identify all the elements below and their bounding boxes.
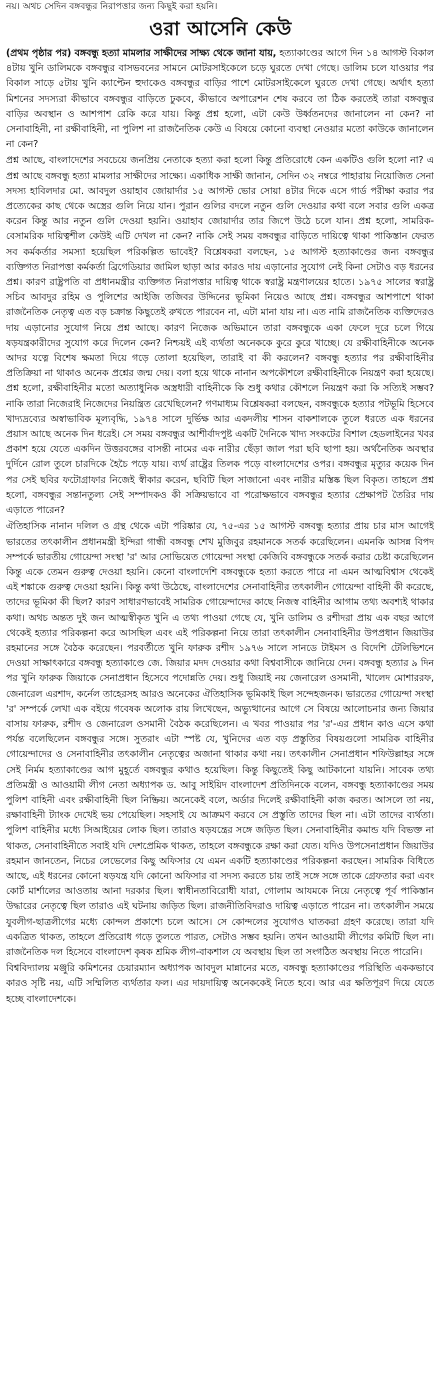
- article-paragraph-2: প্রশ্ন আছে, বাংলাদেশের সবচেয়ে জনপ্রিয় নেতাকে হত্যা করা হলো কিন্তু প্রতিরোধে কেন একটিও গুলি হলো না? এ প্রশ্ন আছে বঙ্গবন্ধু হত্যা মামলার সাক্ষীদের সাক্ষ্যে। একাধিক সাক্ষী জানান, সেদিন ৩২ নম্বরে পাহারায় নিয়োজিত সেনা সদস্য হাবিলদার মো. আবদুল ওয়াহাব জোয়ার্দার ১৫ আগস্ট ভোর সোয়া ৪টার দিকে এসে গার্ড পরীক্ষা করার পর প্রত্যেকের কাছ থেকে অস্ত্রের গুলি নিয়ে যান। পুরান গুলির বদলে নতুন গুলি দেওয়ার কথা বলে সবার গুলি একত্র করেন কিন্তু আর নতুন গুলি দেওয়া হয়নি। ওয়াহাব জোয়ার্দার তার জিপে উঠে চলে যান। প্রশ্ন হলো, সামরিক-বেসামরিক দায়িত্বশীল কেউই এটি দেখল না কেন? নাকি সেই সময় বঙ্গবন্ধুর বাড়িতে দায়িত্বে থাকা পাকিস্তান ফেরত সব কর্মকর্তার সমস্যা হয়েছিল পরিকল্পিত ভাবেই? বিশ্লেষকরা বলছেন, ১৫ আগস্ট হত্যাকাণ্ডের জন্য বঙ্গবন্ধুর ব্যক্তিগত নিরাপত্তা কর্মকর্তা ব্রিগেডিয়ার জামিল ছাড়া আর কারও দায় এড়ানোর সুযোগ নেই কিনা সেটাও বড় ধরনের প্রশ্ন। কারণ রাষ্ট্রপতি বা প্রধানমন্ত্রীর ব্যক্তিগত নিরাপত্তার দায়িত্ব থাকে স্বরাষ্ট্র মন্ত্রণালয়ের হাতে। ১৯৭৫ সালের স্বরাষ্ট্র সচিব আবদুর রহিম ও পুলিশের আইজি তজিবর উদ্দিনের ভূমিকা নিয়েও আছে প্রশ্ন। বঙ্গবন্ধুর আশপাশে থাকা রাজনৈতিক নেতৃত্ব এত বড় চক্রান্ত কিছুতেই রুখতে পারবেন না, এটা মানা যায় না। এত নামি রাজনৈতিক ব্যক্তিদেরও দায় এড়ানোর সুযোগ নিয়ে প্রশ্ন আছে। কারণ নিজেক অভিমানে তারা বঙ্গবন্ধুকে একা ফেলে দূরে চলে গিয়ে ষড়যন্ত্রকারীদের সুযোগ করে দিলেন কেন? নিশ্চয়ই এই ব্যর্থতা অনেককে কুরে কুরে খাচ্ছে। যে রক্ষীবাহিনীকে অনেক আদর যত্নে বিশেষ ক্ষমতা দিয়ে গড়ে তোলা হয়েছিল, তারাই বা কী করলেন? বঙ্গবন্ধু হত্যার পর রক্ষীবাহিনীর প্রতিক্রিয়া না থাকাও অনেক প্রশ্নের জন্ম দেয়। বলা হয়ে থাকে নানান অপকৌশলে রক্ষীবাহিনীকে নিয়ন্ত্রণ করা হয়েছে। প্রশ্ন হলো, রক্ষীবাহিনীর মতো অত্যাধুনিক অস্ত্রধারী বাহিনীকে কি শুধু কথার কৌশলে নিয়ন্ত্রণ করা কি সত্যিই সম্ভব? নাকি তারা নিজেরাই নিজেদের নিয়ন্ত্রিত রেখেছিলেন? গণমাধ্যম বিশ্লেষকরা বলছেন, বঙ্গবন্ধুকে হত্যার পটভূমি হিসেবে খাদ্যদ্রব্যের অস্বাভাবিক মূল্যবৃদ্ধি, ১৯৭৪ সালে দুর্ভিক্ষ আর একদলীয় শাসন বাকশালকে তুলে ধরতে এক ধরনের প্রয়াস আছে অনেক দিন ধরেই। সে সময় বঙ্গবন্ধুর আশীর্বাদপুষ্ট একটি দৈনিকে খাদ্য সংকটের বিশাল হেডলাইনের খবর প্রকাশ হয়ে যেতে একদিন উত্তরবঙ্গের বাসন্তী নামের এক নারীর ছেঁড়া জাল পরা ছবি ছাপা হয়। অর্থনৈতিক অবস্থার দুর্দিনে রোল তুলে চারদিকে হৈচৈ পড়ে যায়। ব্যর্থ রাষ্ট্রের তিলক পড়ে বাংলাদেশের ওপর। বঙ্গবন্ধুর মৃত্যুর কয়েক দিন পর সেই ছবির ফটোগ্রাফার নিজেই স্বীকার করেন, ছবিটি ছিল সাজানো এবং নারীর মস্তিষ্ক ছিল বিকৃত। তাহলে প্রশ্ন হলো, বঙ্গবন্ধুর সন্তানতুল্য সেই সম্পাদকও কী সক্রিয়ভাবে বা পরোক্ষভাবে বঙ্গবন্ধুর হত্যার প্রেক্ষাপট তৈরির দায় এড়াতে পারেন?: [6, 155, 434, 517]
- paragraph-text: হত্যাকাণ্ডের আগে দিন ১৪ আগস্ট বিকাল ৪টায় খুনি ডালিমকে বঙ্গবন্ধুর বাসভবনের সামনে মোটরসাইকেলে চড়ে ঘুরতে দেখা গেছে। ডালিম চলে যাওয়ার পর বিকাল সাড়ে ৫টায় খুনি ক্যাপ্টেন হুদাকেও বঙ্গবন্ধুর বাড়ির পাশে মোটরসাইকেলে ঘুরতে দেখা গেছে। অর্থাৎ হত্যা মিশনের সদস্যরা কীভাবে বঙ্গবন্ধুর বাড়িতে ঢুকবে, কীভাবে অপারেশন শেষ করবে তা ঠিক করতেই তারা বঙ্গবন্ধুর বাড়ির অবস্থান ও আশপাশ রেকি করে যায়। কিন্তু প্রশ্ন হলো, এটা কেউ উর্ধ্বতনদের জানালেন না কেন? না সেনাবাহিনী, না রক্ষীবাহিনী, না পুলিশ না রাজনৈতিক কেউ এ বিষয়ে কোনো ব্যবস্থা নেওয়ার মতো কাউকে জানালেন না কেন?: [6, 48, 434, 151]
- article-body: [6, 46, 434, 1378]
- article-paragraph-4: বিশ্ববিদ্যালয় মঞ্জুরি কমিশনের চেয়ারম্যান অধ্যাপক আবদুল মান্নানের মতে, বঙ্গবন্ধু হত্যাকাণ্ডের পরিস্থিতি এককভাবে কারও সৃষ্টি নয়, এটি সম্মিলিত ব্যর্থতার ফল। এর দায়দায়িত্ব অনেককেই নিতে হবে। আর এর ক্ষতিপূরণ দিয়ে যেতে হচ্ছে বাংলাদেশকে।: [6, 963, 434, 1005]
- previous-column-fragment: নয়। অথচ সেদিন বঙ্গবন্ধুর নিরাপত্তার জন্য কিছুই করা হয়নি।: [6, 2, 218, 12]
- continuation-lead: (প্রথম পৃষ্ঠার পর) বঙ্গবন্ধু হত্যা মামলার সাক্ষীদের সাক্ষ্য থেকে জানা যায়,: [6, 48, 277, 59]
- article-paragraph-1: [6, 46, 434, 152]
- article-paragraph-3: ঐতিহাসিক নানান দলিল ও গ্রন্থ থেকে এটা পরিষ্কার যে, ৭৫-এর ১৫ আগস্ট বঙ্গবন্ধু হত্যার প্রায় চার মাস আগেই ভারতের তৎকালীন প্রধানমন্ত্রী ইন্দিরা গান্ধী বঙ্গবন্ধু শেখ মুজিবুর রহমানকে সতর্ক করেছিলেন। এমনকি আসন্ন বিপদ সম্পর্কে ভারতীয় গোয়েন্দা সংস্থা 'র' আর সোভিয়েত গোয়েন্দা সংস্থা কেজিবি বঙ্গবন্ধুকে সতর্ক করার চেষ্টা করেছিলেন কিন্তু একে তেমন গুরুত্ব দেওয়া হয়নি। কেনো বাংলাদেশি বঙ্গবন্ধুকে হত্যা করতে পারে না এমন আত্মবিশ্বাস থেকেই এই শঙ্কাকে গুরুত্ব দেওয়া হয়নি। কিন্তু কথা উঠেছে, বাংলাদেশের সেনাবাহিনীর তৎকালীন গোয়েন্দা বাহিনী কী করেছে, তাদের ভূমিকা কী ছিল? কারণ সাধারণভাবেই সামরিক গোয়েন্দাদের কাছে নিজস্ব বাহিনীর আগাম তথ্য অবশ্যই থাকার কথা। অথচ অন্তত দুই জন আত্মস্বীকৃত খুনি এ তথ্য পাওয়া গেছে যে, খুনি ডালিম ও রশীদরা প্রায় এক বছর আগে থেকেই হত্যার পরিকল্পনা করে আসছিল এবং এই পরিকল্পনা নিয়ে তারা তৎকালীন সেনাবাহিনীর উপপ্রধান জিয়াউর রহমানের সঙ্গে বৈঠক করেছেন। পরবর্তীতে খুনি ফারুক রশীদ ১৯৭৬ সালে সানডে টাইমস ও বিদেশি টেলিভিশনে দেওয়া সাক্ষাৎকারে বঙ্গবন্ধু হত্যাকাণ্ডে জে. জিয়ার মদদ দেওয়ার কথা বিশ্ববাসীকে জানিয়ে দেন। বঙ্গবন্ধু হত্যার ৯ দিন পর খুনি ফারুক জিয়াকে সেনাপ্রধান হিসেবে পদোন্নতি দেয়। শুধু জিয়াই নয় জেনারেল ওসমানী, খালেদ মোশাররফ, জেনারেল এরশাদ, কর্নেল তাহেরসহ আরও অনেকের ঐতিহাসিক ভূমিকাই ছিল সন্দেহজনক। ভারতের গোয়েন্দা সংস্থা 'র' সম্পর্কে লেখা এক বইয়ে গবেষক অলোক রায় লিখেছেন, অভ্যুত্থানের আগে সে বিষয়ে আলোচনার জন্য জিয়ার বাসায় ফারুক, রশীদ ও জেনারেল ওসমানী বৈঠক করেছিলেন। এ খবর পাওয়ার পর 'র'-এর প্রধান কাও এসে কথা পর্যন্ত বলেছিলেন বঙ্গবন্ধুর সঙ্গে। সুতরাং এটা স্পষ্ট যে, খুনিদের এত বড় প্রস্তুতির বিষয়গুলো সামরিক বাহিনীর গোয়েন্দাদের ও সেনাবাহিনীর তৎকালীন নেতৃত্বের অজানা থাকার কথা নয়। তৎকালীন সেনাপ্রধান শফিউল্লাহর সঙ্গে সেই নির্মম হত্যাকাণ্ডের আগ মুহূর্তে বঙ্গবন্ধুর কথাও হয়েছিল। কিন্তু কিছুতেই কিছু আটকানো যায়নি। সাবেক তথ্য প্রতিমন্ত্রী ও আওয়ামী লীগ নেতা অধ্যাপক ড. আবু সাইয়িদ বাংলাদেশ প্রতিদিনকে বলেন, বঙ্গবন্ধু হত্যাকাণ্ডের সময় পুলিশ বাহিনী এবং রক্ষীবাহিনী ছিল নিষ্ক্রিয়। অনেকেই বলে, অর্ডার দিলেই রক্ষীবাহিনী কাজ করত। আসলে তা নয়, রক্ষাবাহিনী ট্যাংক দেখেই ভয় পেয়েছিল। সহসাই যে আক্রমণ করবে সে প্রস্তুতি তাদের ছিল না। এটা তাদের ব্যর্থতা। পুলিশ বাহিনীর মধ্যে সিআইয়ের লোক ছিল। তারাও ষড়যন্ত্রের সঙ্গে জড়িত ছিল। সেনাবাহিনীর কমান্ড যদি বিভক্ত না থাকত, সেনাবাহিনীতে সবাই যদি দেশপ্রেমিক থাকত, তাহলে বঙ্গবন্ধুকে রক্ষা করা যেত। যদিও উপসেনাপ্রধান জিয়াউর রহমান জানতেন, নিচের লেভেলের কিছু অফিসার যে এমন একটি হত্যাকাণ্ডের পরিকল্পনা করছেন। সামরিক বিধিতে আছে, এই ধরনের কোনো ষড়যন্ত্র যদি কোনো অফিসার বা সদস্য করতে চায় তাই সঙ্গে সঙ্গে তাকে গ্রেফতার করা এবং কোর্ট মার্শালের আওতায় আনা দরকার ছিল। স্বাধীনতাবিরোধী যারা, গোলাম আযমকে নিয়ে নেতৃত্বে পূর্ব পাকিস্তান উদ্ধারের নেতৃত্বে ছিল তারাও এই ঘটনায় জড়িত ছিল। রাজনীতিবিদরাও দায়িত্ব এড়াতে পারেন না। তৎকালীন সময়ে যুবলীগ-ছাত্রলীগের মধ্যে কোন্দল প্রকাশ্যে চলে আসে। সে কোন্দলের সুযোগও ঘাতকরা গ্রহণ করেছে। তারা যদি একত্রিত থাকত, তাহলে প্রতিরোধ গড়ে তুলতে পারত, সেটাও সম্ভব হয়নি। তখন আওয়ামী লীগের কমিটি ছিল না। রাজনৈতিক দল হিসেবে বাংলাদেশ কৃষক শ্রমিক লীগ-বাকশাল যে অবস্থায় ছিল তা সংগঠিত অবস্থায় নিতে পারেনি।: [6, 521, 434, 958]
- article-headline: ওরা আসেনি কেউ: [149, 18, 292, 40]
